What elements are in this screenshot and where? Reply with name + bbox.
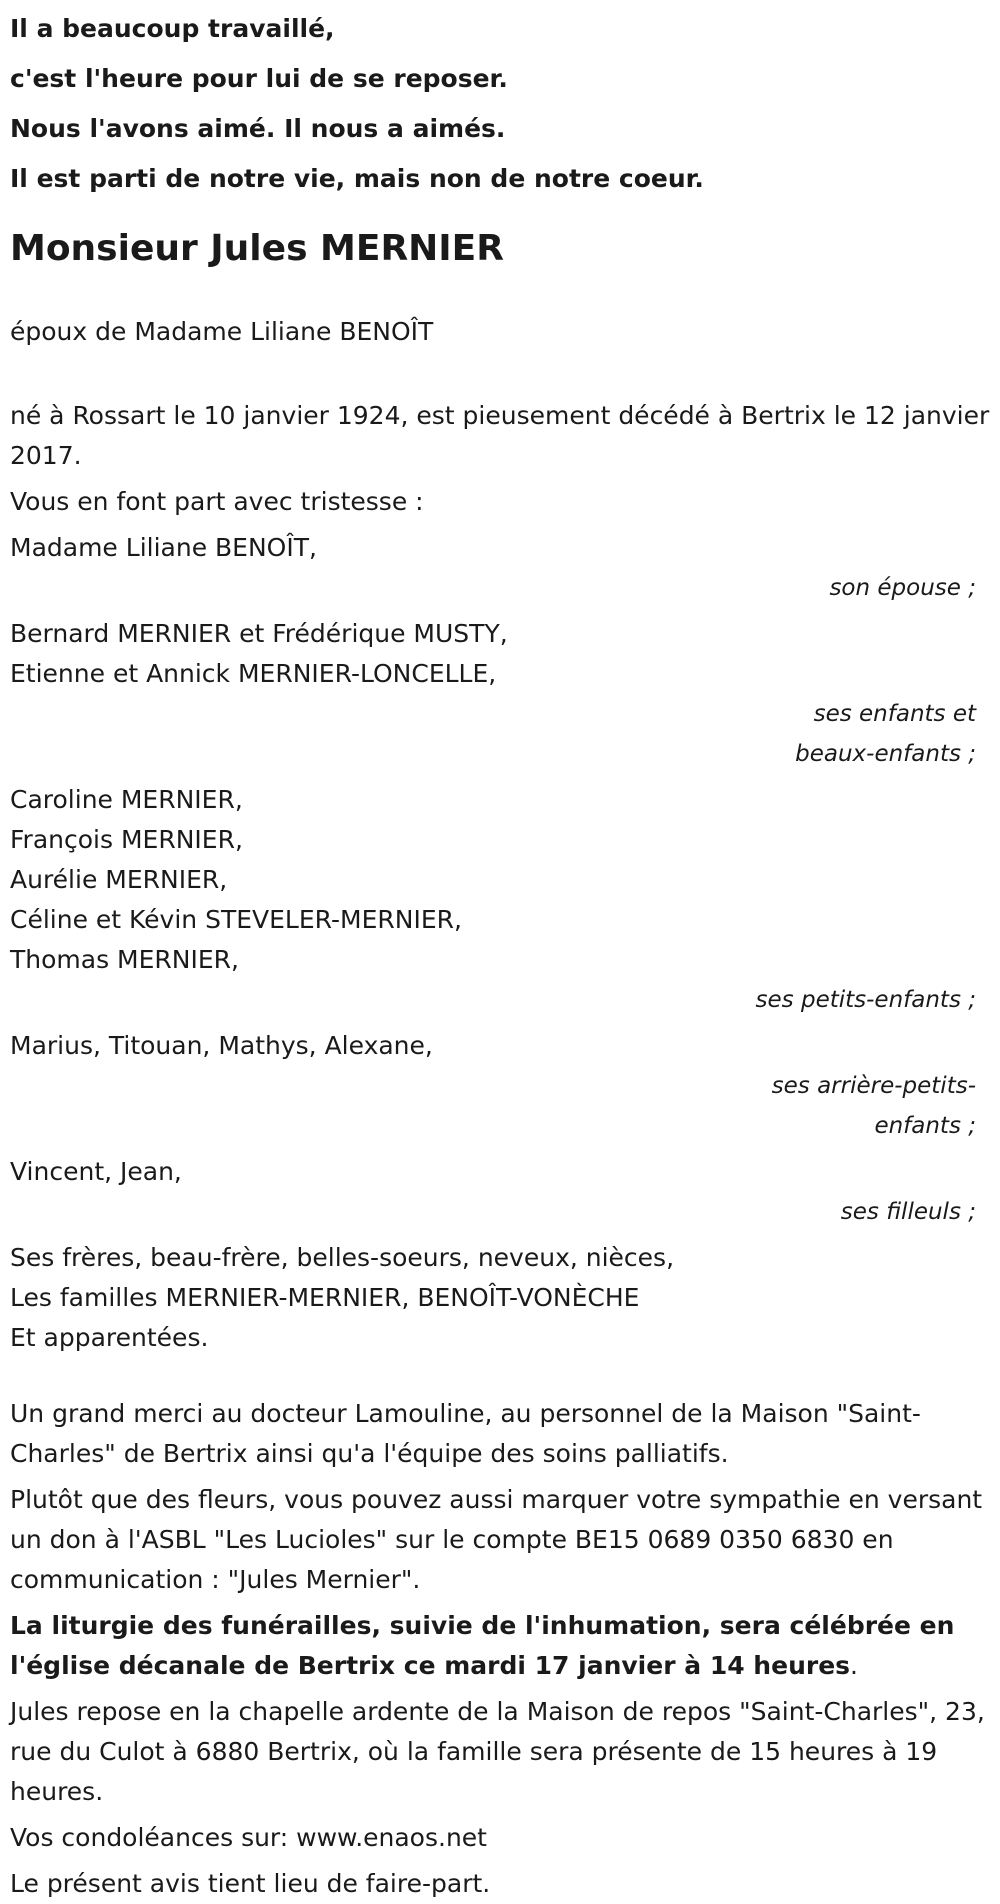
relation-label: ses enfants et beaux-enfants ; bbox=[795, 701, 976, 767]
family-group-children bbox=[10, 614, 990, 774]
family-group-great-grandchildren bbox=[10, 1026, 990, 1146]
family-name: Thomas MERNIER, bbox=[10, 945, 239, 974]
extended-family bbox=[10, 1238, 990, 1358]
family-name: Bernard MERNIER et Frédérique MUSTY, bbox=[10, 619, 508, 648]
donation-paragraph: Plutôt que des fleurs, vous pouvez aussi marquer votre sympathie en versant un don à l'ASBL "Les Lucioles" sur le compte BE15 0689 0350 6830 en communication : "Jules Mernier". bbox=[10, 1485, 983, 1594]
family-name: François MERNIER, bbox=[10, 825, 243, 854]
family-name: Céline et Kévin STEVELER-MERNIER, bbox=[10, 905, 462, 934]
poem-line: Il a beaucoup travaillé, bbox=[10, 14, 335, 43]
relation-label: ses filleuls ; bbox=[840, 1199, 976, 1225]
thanks-paragraph: Un grand merci au docteur Lamouline, au personnel de la Maison "Saint-Charles" de Bertrix ainsi qu'a l'équipe des soins palliatifs. bbox=[10, 1399, 921, 1468]
condolences-line: Vos condoléances sur: www.enaos.net bbox=[10, 1823, 487, 1852]
relation-label: son épouse ; bbox=[829, 575, 976, 601]
liturgy-period: . bbox=[850, 1651, 858, 1680]
family-line: Ses frères, beau-frère, belles-soeurs, neveux, nièces, bbox=[10, 1243, 675, 1272]
family-line: Et apparentées. bbox=[10, 1323, 209, 1352]
poem-line: c'est l'heure pour lui de se reposer. bbox=[10, 64, 508, 93]
family-name: Marius, Titouan, Mathys, Alexane, bbox=[10, 1031, 433, 1060]
spouse-line: époux de Madame Liliane BENOÎT bbox=[10, 317, 434, 346]
family-name: Etienne et Annick MERNIER-LONCELLE, bbox=[10, 659, 497, 688]
liturgy-text: La liturgie des funérailles, suivie de l'inhumation, sera célébrée en l'église décanale de Bertrix ce mardi 17 janvier à 14 heures bbox=[10, 1611, 955, 1680]
relation-label: ses petits-enfants ; bbox=[755, 987, 976, 1013]
liturgy-paragraph bbox=[10, 1606, 990, 1686]
obituary-page bbox=[0, 4, 1000, 1898]
poem-line: Nous l'avons aimé. Il nous a aimés. bbox=[10, 114, 506, 143]
rest-paragraph: Jules repose en la chapelle ardente de la Maison de repos "Saint-Charles", 23, rue du Culot à 6880 Bertrix, où la famille sera présente de 15 heures à 19 heures. bbox=[10, 1697, 985, 1806]
family-name: Madame Liliane BENOÎT, bbox=[10, 533, 317, 562]
family-group-godchildren bbox=[10, 1152, 990, 1232]
family-line: Les familles MERNIER-MERNIER, BENOÎT-VONÈCHE bbox=[10, 1283, 640, 1312]
family-name: Vincent, Jean, bbox=[10, 1157, 182, 1186]
family-name: Caroline MERNIER, bbox=[10, 785, 243, 814]
notice-line: Le présent avis tient lieu de faire-part. bbox=[10, 1869, 491, 1898]
intro-line: Vous en font part avec tristesse : bbox=[10, 487, 424, 516]
deceased-name: Monsieur Jules MERNIER bbox=[10, 228, 504, 269]
family-group-spouse bbox=[10, 528, 990, 608]
relation-label: ses arrière-petits-enfants ; bbox=[771, 1073, 976, 1139]
birth-death-line: né à Rossart le 10 janvier 1924, est pieusement décédé à Bertrix le 12 janvier 2017. bbox=[10, 401, 990, 470]
family-name: Aurélie MERNIER, bbox=[10, 865, 228, 894]
family-group-grandchildren bbox=[10, 780, 990, 1020]
poem-line: Il est parti de notre vie, mais non de notre coeur. bbox=[10, 164, 704, 193]
poem bbox=[10, 4, 990, 204]
